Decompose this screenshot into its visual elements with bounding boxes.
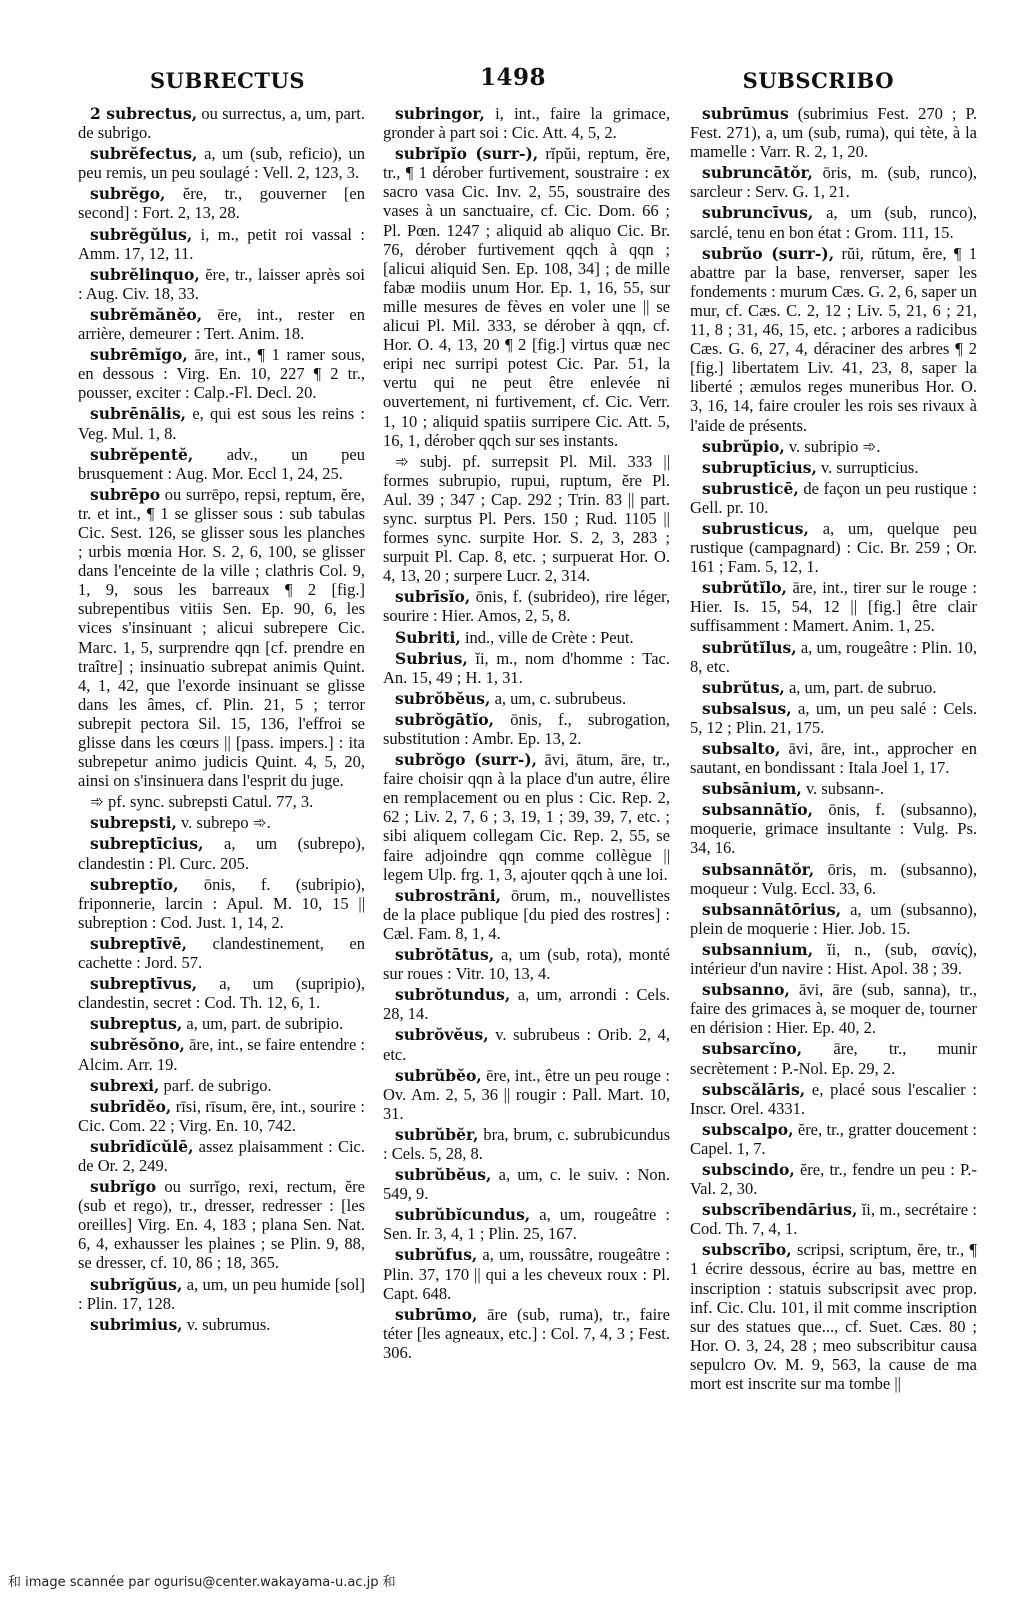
entry-definition: āre (sub, ruma), tr., faire téter [les agneaux, etc.] : Col. 7, 4, 3 ; Fest. 306. bbox=[383, 1304, 670, 1362]
entry-headword: subrŏtātus, bbox=[395, 945, 495, 965]
entry-definition: a, um, arrondi : Cels. 28, 14. bbox=[383, 985, 670, 1024]
dictionary-entry bbox=[383, 1305, 670, 1362]
entry-definition: ĕre, tr., laisser après soi : Aug. Civ. 18, 33. bbox=[78, 264, 365, 303]
dictionary-entry bbox=[690, 638, 977, 676]
entry-headword: subrŭtus, bbox=[702, 677, 785, 697]
entry-headword: subsannātĭo, bbox=[702, 800, 813, 820]
dictionary-entry bbox=[383, 985, 670, 1023]
entry-definition: ōrum, m., nouvellistes de la place publique [du pied des rostres] : Cæl. Fam. 8, 1, 4. bbox=[383, 885, 670, 943]
dictionary-entry bbox=[690, 699, 977, 737]
dictionary-entry bbox=[690, 244, 977, 435]
entry-definition: a, um (sub, rota), monté sur roues : Vitr. 10, 13, 4. bbox=[383, 945, 670, 984]
dictionary-entry bbox=[690, 800, 977, 857]
entry-headword: subrĭpĭo (surr-), bbox=[395, 144, 539, 164]
dictionary-entry bbox=[690, 163, 977, 201]
running-head-right: SUBSCRIBO bbox=[742, 68, 894, 93]
entry-headword: subscrībo, bbox=[702, 1240, 792, 1260]
entry-headword: subrīdĭcŭlē, bbox=[90, 1136, 194, 1156]
dictionary-entry bbox=[690, 578, 977, 635]
entry-definition: adv., un peu brusquement : Aug. Mor. Eccl 1, 24, 25. bbox=[78, 444, 365, 483]
entry-definition: v. subrepo ➾. bbox=[176, 813, 271, 833]
entry-headword: subrĭgŭus, bbox=[90, 1274, 183, 1294]
entry-definition: ĕre, tr., gratter doucement : Capel. 1, 7. bbox=[690, 1119, 977, 1158]
entry-definition: bra, brum, c. subrubicundus : Cels. 5, 28, 8. bbox=[383, 1124, 670, 1163]
entry-definition: a, um, c. le suiv. : Non. 549, 9. bbox=[383, 1165, 670, 1204]
entry-headword: subrĕgŭlus, bbox=[90, 224, 193, 244]
entry-definition: assez plaisamment : Cic. de Or. 2, 249. bbox=[78, 1136, 365, 1175]
entry-headword: subrŏgo (surr-), bbox=[395, 750, 538, 770]
entry-headword: subscălāris, bbox=[702, 1079, 806, 1099]
entry-definition: āre, tr., munir secrètement : P.-Nol. Ep. 29, 2. bbox=[690, 1039, 977, 1078]
dictionary-entry bbox=[383, 1245, 670, 1302]
dictionary-entry bbox=[78, 813, 365, 832]
page-header bbox=[150, 62, 894, 98]
entry-headword: subrŭtĭlo, bbox=[702, 578, 787, 598]
entry-definition: āre, int., ¶ 1 ramer sous, en dessous : Virg. En. 10, 227 ¶ 2 tr., pousser, exciter : Calp.-Fl. Decl. 20. bbox=[78, 345, 365, 403]
entry-headword: subruptīcius, bbox=[702, 457, 817, 477]
entry-definition: v. subsann-. bbox=[801, 779, 885, 799]
entry-headword: subreptĭo, bbox=[90, 874, 179, 894]
entry-definition: (subrimius Fest. 270 ; P. Fest. 271), a, um (sub, ruma), qui tète, à la mamelle : Varr. R. 2, 1, 20. bbox=[690, 104, 977, 162]
entry-definition: āre, int., se faire entendre : Alcim. Arr. 19. bbox=[78, 1035, 365, 1074]
dictionary-entry bbox=[690, 203, 977, 241]
entry-headword: subrusticus, bbox=[702, 518, 809, 538]
entry-definition: v. subrumus. bbox=[182, 1314, 271, 1334]
column-3 bbox=[690, 104, 977, 1395]
entry-headword: subrŭbĭcundus, bbox=[395, 1205, 531, 1225]
entry-headword: subrēpo bbox=[90, 484, 161, 504]
dictionary-entry bbox=[383, 452, 670, 586]
entry-headword: subringor, bbox=[395, 104, 485, 123]
entry-headword: subsalsus, bbox=[702, 698, 792, 718]
entry-definition: a, um, part. de subruo. bbox=[784, 677, 937, 697]
entry-definition: āvi, āre (sub, sanna), tr., faire des grimaces à, se moquer de, tourner en dérision : Hier. Ep. 40, 2. bbox=[690, 980, 977, 1038]
entry-definition: v. subripio ➾. bbox=[784, 436, 881, 456]
entry-headword: subsannātŏr, bbox=[702, 859, 815, 879]
entry-definition: ōnis, f. (subrideo), rire léger, sourire : Hier. Amos, 2, 5, 8. bbox=[383, 587, 670, 626]
dictionary-entry bbox=[690, 437, 977, 456]
entry-definition: a, um (supripio), clandestin, secret : Cod. Th. 12, 6, 1. bbox=[78, 974, 365, 1013]
entry-definition: āvi, ātum, āre, tr., faire choisir qqn à la place d'un autre, élire en remplacement ou en plus : Cic. Rep. 2, 62 ; Liv. 2, 7, 6 ; 3, 19, 1 ; 39, 39, 7, etc. ; sibi aliquem collegam Cic. Rep. 2, 55, se faire adjoindre qqn comme collègue || legem Ulp. frg. 1, 3, ajouter qqch à une loi. bbox=[383, 750, 670, 884]
dictionary-entry bbox=[78, 345, 365, 402]
entry-headword: 2 subrectus, bbox=[90, 104, 198, 123]
entry-definition: a, um, rougeâtre : Plin. 10, 8, etc. bbox=[690, 637, 977, 676]
entry-definition: rŭi, rŭtum, ĕre, ¶ 1 abattre par la base, renverser, saper les fondements : murum Cæs. G. 2, 6, saper un mur, cf. Cæs. C. 2, 12 ; Liv. 5, 21, 6 ; 21, 11, 8 ; 31, 46, 15, etc. ; arbores a radicibus Cæs. G. 6, 27, 4, déraciner des arbres ¶ 2 [fig.] libertatem Liv. 41, 23, 8, saper la liberté ; æmulos reges muneribus Hor. O. 3, 16, 14, faire crouler les rois ses rivaux à l'aide de présents. bbox=[690, 243, 977, 435]
entry-headword: subrŭo (surr-), bbox=[702, 243, 835, 263]
entry-headword: subrŭbĕus, bbox=[395, 1165, 492, 1185]
entry-headword: subreptīcius, bbox=[90, 834, 204, 854]
dictionary-entry bbox=[78, 485, 365, 791]
entry-definition: āre, int., tirer sur le rouge : Hier. Is. 15, 54, 12 || [fig.] être clair suffisamment : Mamert. Anim. 1, 25. bbox=[690, 578, 977, 636]
entry-headword: subrūmo, bbox=[395, 1304, 478, 1324]
scan-credit: 和 image scannée par ogurisu@center.wakayama-u.ac.jp 和 bbox=[8, 1575, 396, 1590]
entry-headword: subrusticē, bbox=[702, 478, 799, 498]
entry-definition: ind., ville de Crète : Peut. bbox=[460, 627, 634, 647]
entry-headword: subscindo, bbox=[702, 1159, 795, 1179]
entry-definition: a, um, quelque peu rustique (campagnard) : Cic. Br. 259 ; Or. 161 ; Fam. 5, 12, 1. bbox=[690, 518, 977, 577]
dictionary-entry bbox=[690, 739, 977, 777]
entry-headword: Subrius, bbox=[395, 648, 468, 668]
dictionary-entry bbox=[690, 519, 977, 576]
entry-definition: ōnis, f. (subripio), friponnerie, larcin : Apul. M. 10, 15 || subreption : Cod. Just. 1, 14, 2. bbox=[78, 874, 365, 932]
dictionary-entry bbox=[383, 1066, 670, 1123]
dictionary-entry bbox=[690, 1160, 977, 1198]
dictionary-entry bbox=[78, 144, 365, 182]
dictionary-entry bbox=[690, 1240, 977, 1393]
entry-definition: ĭi, m., secrétaire : Cod. Th. 7, 4, 1. bbox=[690, 1200, 977, 1239]
entry-headword: subrēnālis, bbox=[90, 404, 187, 424]
dictionary-entry bbox=[78, 1097, 365, 1135]
entry-headword: subrĕmănĕo, bbox=[90, 304, 203, 324]
entry-definition: a, um, roussâtre, rougeâtre : Plin. 37, 170 || qui a les cheveux roux : Pl. Capt. 648. bbox=[383, 1245, 670, 1303]
dictionary-entry bbox=[383, 945, 670, 983]
dictionary-entry bbox=[78, 974, 365, 1012]
dictionary-entry bbox=[78, 1177, 365, 1272]
entry-headword: subrŏgātĭo, bbox=[395, 709, 495, 729]
dictionary-entry bbox=[78, 305, 365, 343]
entry-headword: subrĕpentĕ, bbox=[90, 444, 194, 464]
dictionary-entry bbox=[78, 1076, 365, 1095]
entry-definition: e, qui est sous les reins : Veg. Mul. 1, 8. bbox=[78, 404, 365, 443]
entry-headword: subrexi, bbox=[90, 1075, 160, 1095]
dictionary-entry bbox=[78, 104, 365, 142]
entry-definition: a, um, c. subrubeus. bbox=[490, 688, 627, 708]
dictionary-entry bbox=[690, 1200, 977, 1238]
dictionary-entry bbox=[690, 860, 977, 898]
entry-definition: parf. de subrigo. bbox=[159, 1075, 272, 1095]
entry-headword: subrĕsŏno, bbox=[90, 1035, 185, 1055]
dictionary-entry bbox=[383, 1025, 670, 1063]
entry-definition: ou surrectus, a, um, part. de subrigo. bbox=[78, 104, 365, 143]
dictionary-entry bbox=[690, 1120, 977, 1158]
entry-definition: ēre, int., rester en arrière, demeurer : Tert. Anim. 18. bbox=[78, 304, 365, 344]
dictionary-entry bbox=[78, 184, 365, 222]
dictionary-entry bbox=[78, 225, 365, 263]
dictionary-entry bbox=[383, 886, 670, 943]
entry-definition: i, int., faire la grimace, gronder à part soi : Cic. Att. 4, 5, 2. bbox=[383, 104, 670, 143]
entry-definition: i, m., petit roi vassal : Amm. 17, 12, 11. bbox=[78, 224, 365, 263]
entry-headword: subrŭbĕr, bbox=[395, 1124, 479, 1144]
entry-headword: subrēmĭgo, bbox=[90, 345, 188, 365]
entry-headword: subrĕlinquo, bbox=[90, 264, 200, 284]
entry-headword: subrŭbĕo, bbox=[395, 1065, 482, 1085]
entry-definition: ēre, int., être un peu rouge : Ov. Am. 2, 5, 36 || rougir : Pall. Mart. 10, 31. bbox=[383, 1065, 670, 1123]
entry-headword: subscalpo, bbox=[702, 1119, 794, 1139]
entry-definition: clandestinement, en cachette : Jord. 57. bbox=[78, 933, 365, 973]
entry-headword: subruncīvus, bbox=[702, 203, 814, 223]
entry-definition: ou surrēpo, repsi, reptum, ĕre, tr. et int., ¶ 1 se glisser sous : sub tabulas Cic. Sest. 126, se glisser sous les planches ; urbis mœnia Hor. S. 2, 6, 100, se glisser dans l'enceinte de la ville ; clathris Col. 9, 1, 9, sous les barreaux ¶ 2 [fig.] subrepentibus vitiis Sen. Ep. 90, 6, les vices s'insinuant ; alicui subrepere Cic. Marc. 1, 5, surprendre qqn [cf. prendre en traître] ; insinuatio subrepat animis Quint. 4, 1, 42, que l'exorde insinuant se glisse dans les âmes, cf. Plin. 21, 5 ; terror subrepit pectora Sil. 15, 136, l'effroi se glisse dans les cœurs || [pass. impers.] : ita subrepetur animo judicis Quint. 4, 5, 20, ainsi on s'insinuera dans l'esprit du juge. bbox=[78, 484, 365, 791]
column-2 bbox=[383, 104, 670, 1364]
entry-headword: subrŭfus, bbox=[395, 1245, 478, 1265]
dictionary-entry bbox=[78, 404, 365, 442]
dictionary-entry bbox=[78, 1315, 365, 1334]
dictionary-entry bbox=[383, 628, 670, 647]
dictionary-entry bbox=[383, 710, 670, 748]
dictionary-entry bbox=[78, 1035, 365, 1073]
entry-headword: subsanno, bbox=[702, 980, 790, 1000]
entry-definition: ōnis, f. (subsanno), moquerie, grimace insultante : Vulg. Ps. 34, 16. bbox=[690, 800, 977, 858]
entry-definition: ĭi, n., (sub, σανίς), intérieur d'un navire : Hist. Apol. 38 ; 39. bbox=[690, 939, 977, 979]
entry-headword: subrīsĭo, bbox=[395, 587, 471, 607]
entry-definition: a, um (sub, reficio), un peu remis, un peu soulagé : Vell. 2, 123, 3. bbox=[78, 144, 365, 183]
entry-headword: subrīdĕo, bbox=[90, 1096, 172, 1116]
dictionary-entry bbox=[690, 479, 977, 517]
entry-definition: ĕre, tr., gouverner [en second] : Fort. 2, 13, 28. bbox=[78, 184, 365, 223]
dictionary-entry bbox=[78, 792, 365, 811]
entry-definition: ĭi, m., nom d'homme : Tac. An. 15, 49 ; H. 1, 31. bbox=[383, 648, 670, 687]
dictionary-entry bbox=[690, 1039, 977, 1077]
dictionary-entry bbox=[383, 144, 670, 450]
entry-headword: subsalto, bbox=[702, 739, 781, 758]
dictionary-entry bbox=[690, 779, 977, 798]
entry-headword: subrostrāni, bbox=[395, 885, 501, 905]
entry-definition: ōris, m. (sub, runco), sarcleur : Serv. G. 1, 21. bbox=[690, 163, 977, 202]
entry-definition: a, um (subrepo), clandestin : Pl. Curc. 205. bbox=[78, 834, 365, 873]
entry-definition: a, um (sub, runco), sarclé, tenu en bon état : Grom. 111, 15. bbox=[690, 203, 977, 242]
dictionary-entry bbox=[78, 934, 365, 972]
entry-definition: ➾ pf. sync. subrepsti Catul. 77, 3. bbox=[90, 792, 314, 812]
dictionary-entry bbox=[78, 834, 365, 872]
entry-definition: ➾ subj. pf. surrepsit Pl. Mil. 333 || formes subrupio, rupui, ruptum, ĕre Pl. Aul. 39 ; 347 ; Cap. 292 ; Trin. 83 || part. sync. surptus Pl. Pers. 150 ; Rud. 1105 || formes sync. surpite Hor. S. 2, 3, 283 ; surpuit Pl. Cap. 8, etc. ; surpuerat Hor. O. 4, 13, 20 ; surpere Lucr. 2, 314. bbox=[383, 451, 670, 586]
entry-headword: subrĕfectus, bbox=[90, 144, 198, 164]
entry-headword: subsānium, bbox=[702, 779, 802, 799]
entry-headword: subrepsti, bbox=[90, 813, 177, 833]
dictionary-entry bbox=[78, 1275, 365, 1313]
entry-headword: subrimius, bbox=[90, 1314, 183, 1334]
dictionary-entry bbox=[383, 649, 670, 687]
dictionary-entry bbox=[78, 875, 365, 932]
entry-definition: āvi, āre, int., approcher en sautant, en bondissant : Itala Joel 1, 17. bbox=[690, 739, 977, 778]
entry-headword: subruncātŏr, bbox=[702, 163, 813, 183]
dictionary-entry bbox=[690, 980, 977, 1037]
entry-headword: subreptīvus, bbox=[90, 974, 198, 994]
dictionary-entry bbox=[78, 1137, 365, 1175]
dictionary-entry bbox=[383, 1125, 670, 1163]
dictionary-entry bbox=[383, 1165, 670, 1203]
entry-definition: a, um (subsanno), plein de moquerie : Hier. Job. 15. bbox=[690, 899, 977, 938]
entry-definition: ōris, m. (subsanno), moqueur : Vulg. Eccl. 33, 6. bbox=[690, 859, 977, 898]
dictionary-entry bbox=[78, 445, 365, 483]
entry-definition: scripsi, scriptum, ĕre, tr., ¶ 1 écrire dessous, écrire au bas, mettre en inscription : statuis subscripsit avec prop. inf. Cic. Clu. 101, il mit comme inscription sur des statues que..., cf. Suet. Cæs. 80 ; Hor. O. 3, 24, 28 ; meo subscribitur causa sepulcro Ov. M. 9, 563, la cause de ma mort est inscrite sur ma tombe || bbox=[690, 1240, 977, 1393]
entry-headword: subsannātōrius, bbox=[702, 899, 842, 919]
running-head-left: SUBRECTUS bbox=[150, 68, 306, 93]
entry-headword: subsarcĭno, bbox=[702, 1039, 803, 1059]
entry-definition: ĕre, tr., fendre un peu : P.-Val. 2, 30. bbox=[690, 1159, 977, 1199]
entry-definition: v. subrubeus : Orib. 2, 4, etc. bbox=[383, 1025, 670, 1064]
dictionary-columns bbox=[78, 104, 980, 1556]
entry-definition: rīsi, rīsum, ēre, int., sourire : Cic. Com. 22 ; Virg. En. 10, 742. bbox=[78, 1096, 365, 1135]
entry-headword: subrĭgo bbox=[90, 1177, 157, 1197]
entry-definition: a, um, part. de subripio. bbox=[182, 1014, 344, 1034]
entry-headword: subrŏvĕus, bbox=[395, 1025, 489, 1045]
dictionary-entry bbox=[690, 1080, 977, 1118]
entry-definition: a, um, un peu salé : Cels. 5, 12 ; Plin. 21, 175. bbox=[690, 698, 977, 737]
dictionary-entry bbox=[78, 1014, 365, 1033]
entry-definition: ōnis, f., subrogation, substitution : Ambr. Ep. 13, 2. bbox=[383, 709, 670, 748]
entry-headword: subrĕgo, bbox=[90, 184, 166, 204]
entry-headword: subsannium, bbox=[702, 939, 814, 959]
dictionary-entry bbox=[690, 900, 977, 938]
dictionary-entry bbox=[690, 940, 977, 978]
entry-headword: subrŏbĕus, bbox=[395, 688, 491, 708]
entry-definition: e, placé sous l'escalier : Inscr. Orel. 4331. bbox=[690, 1079, 977, 1118]
entry-headword: Subriti, bbox=[395, 627, 461, 647]
dictionary-entry bbox=[383, 587, 670, 625]
dictionary-entry bbox=[383, 104, 670, 142]
entry-definition: v. surrupticius. bbox=[816, 457, 919, 477]
entry-headword: subreptīvē, bbox=[90, 933, 188, 953]
entry-definition: ou surrĭgo, rexi, rectum, ĕre (sub et rego), tr., dresser, redresser : [les oreilles] Virg. En. 4, 183 ; plana Sen. Nat. 6, 4, exhausser les plaines ; se Plin. 9, 88, se dresser, cf. 10, 86 ; 18, 365. bbox=[78, 1177, 365, 1273]
entry-headword: subscrībendārius, bbox=[702, 1200, 858, 1220]
dictionary-entry bbox=[690, 678, 977, 697]
entry-headword: subrūmus bbox=[702, 104, 789, 123]
dictionary-entry bbox=[383, 750, 670, 884]
column-1 bbox=[78, 104, 365, 1336]
dictionary-entry bbox=[690, 458, 977, 477]
dictionary-entry bbox=[383, 1205, 670, 1243]
entry-headword: subrŭpio, bbox=[702, 436, 785, 456]
entry-definition: a, um, rougeâtre : Sen. Ir. 3, 4, 1 ; Plin. 25, 167. bbox=[383, 1205, 670, 1244]
page-number: 1498 bbox=[480, 64, 547, 91]
entry-definition: a, um, un peu humide [sol] : Plin. 17, 128. bbox=[78, 1274, 365, 1313]
dictionary-entry bbox=[383, 689, 670, 708]
entry-headword: subreptus, bbox=[90, 1014, 183, 1034]
entry-headword: subrŏtundus, bbox=[395, 985, 511, 1005]
entry-headword: subrŭtĭlus, bbox=[702, 637, 797, 657]
entry-definition: de façon un peu rustique : Gell. pr. 10. bbox=[690, 478, 977, 517]
dictionary-entry bbox=[690, 104, 977, 161]
entry-definition: rĭpŭi, reptum, ĕre, tr., ¶ 1 dérober furtivement, soustraire : ex sacro vasa Cic. Inv. 2, 55, soustraire des vases à un sanctuaire, cf. Cic. Dom. 66 ; Pl. Pœn. 1247 ; aliquid ab aliquo Cic. Br. 76, dérober furtivement qqch à qqn ; [alicui aliquid Sen. Ep. 108, 34] ; de mille fabæ modiis unum Hor. Ep. 1, 16, 55, sur mille mesures de fèves en voler une || se alicui Pl. Mil. 333, se dérober à qqn, cf. Hor. O. 4, 13, 20 ¶ 2 [fig.] virtus quæ nec eripi nec surripi potest Cic. Par. 51, la vertu qui ne peut être enlevée ni ouvertement, ni furtivement, cf. Cic. Verr. 1, 10 ; aliquid spatiis surripere Cic. Att. 5, 16, 1, dérober qqch sur ses instants. bbox=[383, 144, 670, 450]
dictionary-entry bbox=[78, 265, 365, 303]
